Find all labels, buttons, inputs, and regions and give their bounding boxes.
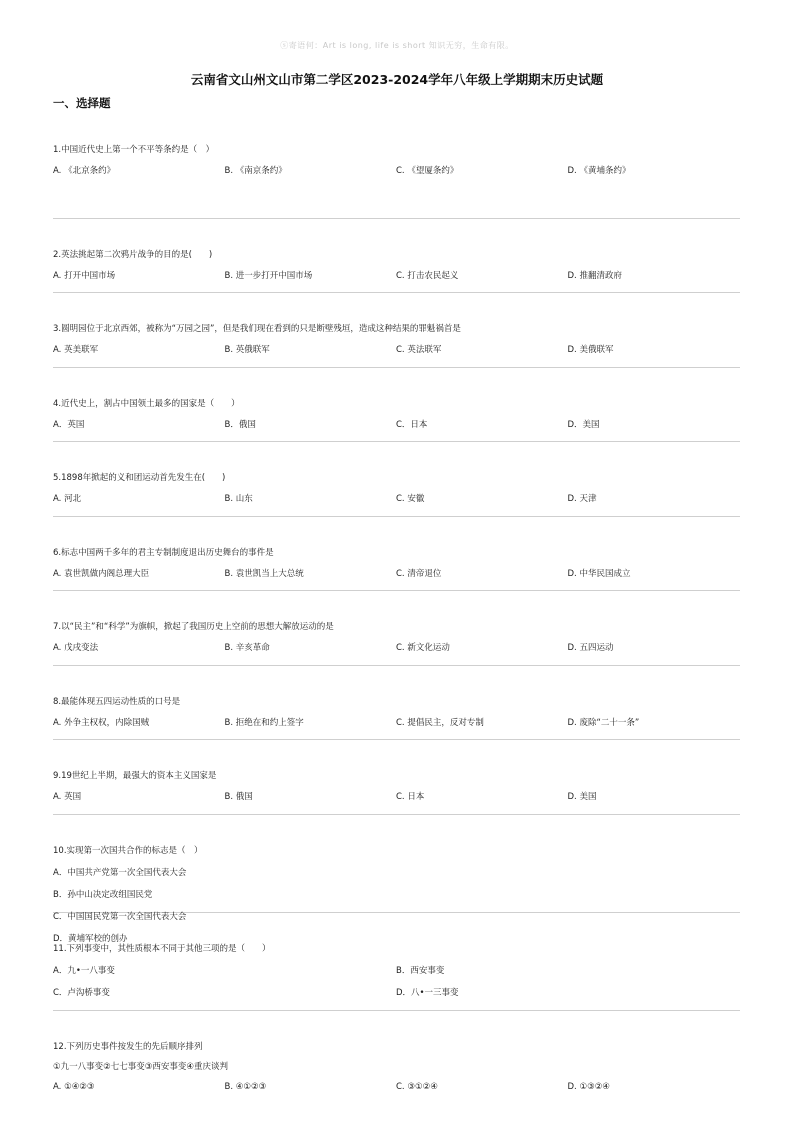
option-a[interactable]: A．英国 — [53, 419, 85, 430]
option-d[interactable]: D. 《黄埔条约》 — [567, 166, 631, 176]
option-a[interactable]: A. 《北京条约》 — [53, 166, 116, 176]
question-stem: 9.19世纪上半期，最强大的资本主义国家是 — [53, 771, 217, 781]
option-c[interactable]: C. ③①②④ — [396, 1081, 438, 1092]
option-a[interactable]: A. 外争主权权，内除国贼 — [53, 717, 150, 728]
option-c[interactable]: C. 日本 — [396, 792, 425, 802]
option-b[interactable]: B. 俄国 — [224, 792, 253, 802]
option-grid — [53, 965, 740, 1009]
option-row — [53, 419, 740, 431]
option-b[interactable]: B. 进一步打开中国市场 — [224, 270, 313, 281]
option-c[interactable]: C．中国国民党第一次全国代表大会 — [53, 911, 187, 922]
question-11 — [53, 913, 740, 1011]
option-b[interactable]: B．孙中山决定改组国民党 — [53, 889, 153, 900]
option-c[interactable]: C. 《望厦条约》 — [396, 166, 459, 176]
option-a[interactable]: A. 戊戌变法 — [53, 643, 99, 653]
question-6 — [53, 517, 740, 592]
option-d[interactable]: D. 中华民国成立 — [567, 568, 631, 579]
option-d[interactable]: D. 推翻清政府 — [567, 270, 622, 281]
option-a[interactable]: A. ①④②③ — [53, 1081, 95, 1092]
option-b[interactable]: B. 英俄联军 — [224, 345, 270, 355]
option-d[interactable]: D．美国 — [567, 419, 600, 430]
option-row — [53, 642, 740, 654]
question-5 — [53, 442, 740, 517]
option-row — [53, 1081, 740, 1093]
option-d[interactable]: D. 废除“二十一条” — [567, 717, 640, 728]
option-a[interactable]: A. 打开中国市场 — [53, 270, 116, 281]
option-row — [53, 717, 740, 729]
question-4 — [53, 368, 740, 443]
option-b[interactable]: B．俄国 — [224, 419, 256, 430]
option-row — [53, 270, 740, 282]
option-d[interactable]: D．八•一三事变 — [396, 987, 459, 998]
option-c[interactable]: C. 新文化运动 — [396, 643, 450, 653]
question-12 — [53, 1011, 740, 1091]
question-stem: 7.以“民主”和“科学”为旗帜，掀起了我国历史上空前的思想大解放运动的是 — [53, 622, 334, 632]
option-a[interactable]: A. 英美联军 — [53, 345, 99, 355]
watermark-text: ⓢ寄语何：Art is long, life is short 知识无穷，生命有限。 — [280, 41, 514, 50]
option-b[interactable]: B. 辛亥革命 — [224, 643, 270, 653]
option-c[interactable]: C．日本 — [396, 419, 428, 430]
option-c[interactable]: C. 安徽 — [396, 494, 425, 504]
question-stem: 8.最能体现五四运动性质的口号是 — [53, 696, 181, 707]
question-stem: 2.英法挑起第二次鸦片战争的目的是( ) — [53, 249, 213, 260]
question-stem: 10.实现第一次国共合作的标志是（ ） — [53, 845, 203, 856]
question-9 — [53, 740, 740, 815]
question-stem: 4.近代史上，割占中国领土最多的国家是（ ） — [53, 398, 240, 409]
option-a[interactable]: A．中国共产党第一次全国代表大会 — [53, 867, 187, 878]
question-stem: 1.中国近代史上第一个不平等条约是（ ） — [53, 145, 215, 155]
option-d[interactable]: D．黄埔军校的创办 — [53, 933, 128, 944]
option-d[interactable]: D. 美俄联军 — [567, 345, 614, 355]
question-stem: 6.标志中国两千多年的君主专制制度退出历史舞台的事件是 — [53, 547, 274, 558]
section-heading: 一、选择题 — [53, 96, 111, 110]
question-stem: 12.下列历史事件按发生的先后顺序排列 — [53, 1041, 203, 1052]
option-b[interactable]: B. ④①②③ — [224, 1081, 267, 1092]
option-b[interactable]: B. 山东 — [224, 494, 253, 504]
option-c[interactable]: C. 英法联军 — [396, 345, 442, 355]
option-a[interactable]: A. 河北 — [53, 494, 82, 504]
option-d[interactable]: D. 天津 — [567, 494, 597, 504]
option-row — [53, 568, 740, 580]
question-list — [53, 144, 740, 1091]
option-d[interactable]: D. 五四运动 — [567, 643, 614, 653]
question-stem: 5.1898年掀起的义和团运动首先发生在( ) — [53, 473, 226, 483]
option-row — [53, 493, 740, 505]
option-d[interactable]: D. 美国 — [567, 792, 597, 802]
option-c[interactable]: C. 打击农民起义 — [396, 270, 459, 281]
option-b[interactable]: B．西安事变 — [396, 965, 445, 976]
option-c[interactable]: C. 提倡民主，反对专制 — [396, 717, 484, 728]
option-row — [53, 165, 740, 177]
question-sub-stem: ①九一八事变②七七事变③西安事变④重庆谈判 — [53, 1061, 228, 1072]
option-b[interactable]: B. 拒绝在和约上签字 — [224, 717, 304, 728]
option-a[interactable]: A. 袁世凯做内阁总理大臣 — [53, 568, 150, 579]
question-stem: 3.圆明园位于北京西郊，被称为“万园之园”，但是我们现在看到的只是断壁残垣，造成这种结果的罪魁祸首是 — [53, 324, 461, 334]
question-7 — [53, 591, 740, 666]
option-b[interactable]: B. 《南京条约》 — [224, 166, 287, 176]
option-b[interactable]: B. 袁世凯当上大总统 — [224, 568, 304, 579]
question-stem: 11.下列事变中，其性质根本不同于其他三项的是（ ） — [53, 943, 271, 954]
page-title: 云南省文山州文山市第二学区2023-2024学年八年级上学期期末历史试题 — [190, 72, 604, 87]
option-a[interactable]: A. 英国 — [53, 792, 82, 802]
question-3 — [53, 293, 740, 368]
question-1 — [53, 144, 740, 219]
option-d[interactable]: D. ①③②④ — [567, 1081, 610, 1092]
question-10 — [53, 815, 740, 944]
option-row — [53, 791, 740, 803]
option-c[interactable]: C．卢沟桥事变 — [53, 987, 110, 998]
question-2 — [53, 219, 740, 294]
option-c[interactable]: C. 清帝退位 — [396, 568, 442, 579]
option-a[interactable]: A．九•一八事变 — [53, 965, 115, 976]
option-row — [53, 344, 740, 356]
question-8 — [53, 666, 740, 741]
